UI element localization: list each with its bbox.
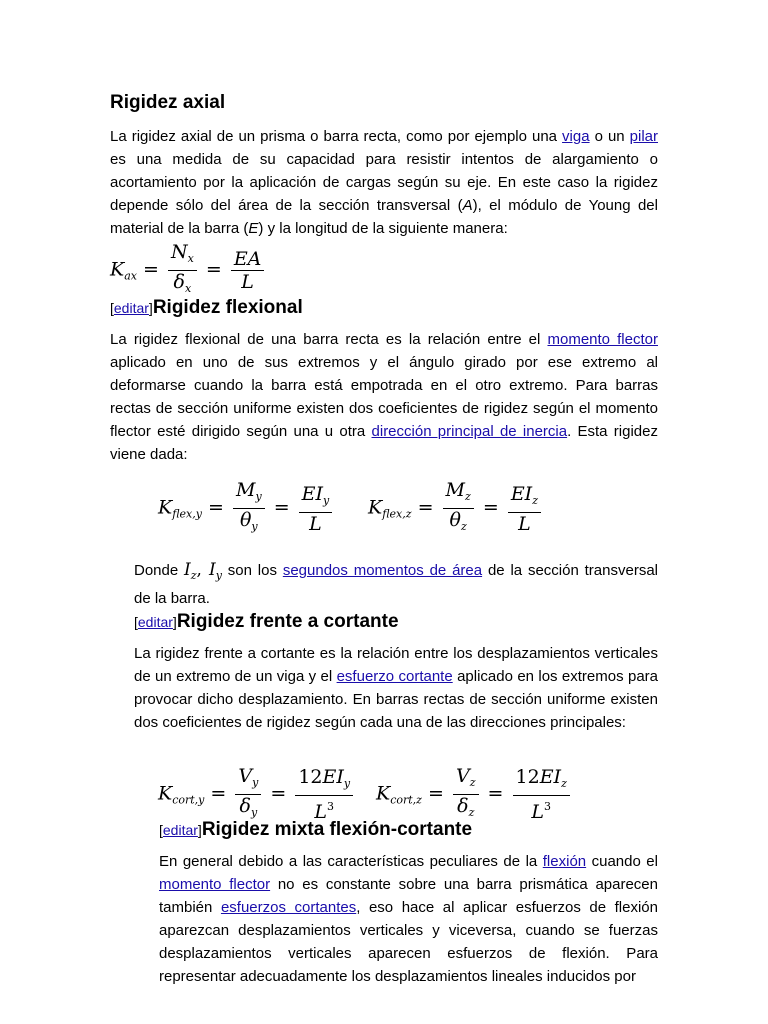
inline-link[interactable]: flexión [542, 853, 587, 870]
section-paragraph: La rigidez flexional de una barra recta es la relación entre el momento flector aplicado en uno de sus extremos y el ángulo girado por ese extremo al deformarse cuando la barra está empotrada en el otro extremo. Para barras rectas de sección uniforme existen dos coeficientes de rigidez según el momento flector esté dirigido según una u otra dirección principal de inercia. Esta rigidez viene dada: [110, 331, 658, 463]
inline-link[interactable]: esfuerzos cortantes [220, 899, 357, 916]
inline-link[interactable]: momento flector [547, 331, 658, 348]
inline-link[interactable]: dirección principal de inercia [371, 423, 568, 440]
inline-link[interactable]: esfuerzo cortante [336, 668, 453, 685]
inline-math: $I_z$, $I_y$ [184, 560, 222, 582]
formula-axial: $K_{ax}$ = $\frac{N_x}{\delta_x}$ = $\frac{EA}{L}$ [110, 242, 267, 299]
section-paragraph: En general debido a las características peculiares de la flexión cuando el momento flector no es constante sobre una barra prismática aparecen también esfuerzos cortantes, eso hace al aplicar esfuerzos de flexión aparezcan desplazamientos verticales y viceversa, cuando se fuerzas desplazamientos verticales aparecen esfuerzos de flexión. Para representar adecuadamente los desplazamientos lineales inducidos por [159, 853, 658, 985]
section-rigidez-axial [110, 91, 658, 240]
section-paragraph: La rigidez axial de un prisma o barra recta, como por ejemplo una viga o un pilar es una medida de su capacidad para resistir intentos de alargamiento o acortamiento por la aplicación de cargas según su eje. En este caso la rigidez depende sólo del área de la sección transversal (A), el módulo de Young del material de la barra (E) y la longitud de la siguiente manera: [110, 128, 658, 237]
section-paragraph: La rigidez frente a cortante es la relación entre los desplazamientos verticales de un extremo de un viga y el esfuerzo cortante aplicado en los extremos para provocar dicho desplazamiento. En barras rectas de sección uniforme existen dos coeficientes de rigidez según cada una de las direcciones principales: [134, 645, 658, 731]
inline-link[interactable]: segundos momentos de área [282, 562, 483, 579]
section-heading: Rigidez flexional [152, 297, 303, 318]
formula-flex-z: $K_{flex,z}$ = $\frac{M_z}{\theta_z}$ = $\frac{EI_z}{L}$ [368, 480, 544, 537]
formula-cort-z: $K_{cort,z}$ = $\frac{V_z}{\delta_z}$ = $\frac{12EI_z}{L^3}$ [376, 766, 573, 823]
section-heading: Rigidez axial [110, 92, 226, 113]
edit-link[interactable]: editar [113, 300, 149, 316]
inline-link[interactable]: pilar [629, 128, 658, 145]
section-heading: Rigidez frente a cortante [176, 611, 399, 632]
section-paragraph: Donde $I_z$, $I_y$ son los segundos momentos de área de la sección transversal de la barra. [134, 560, 659, 607]
emphasis: E [248, 220, 259, 237]
formula-cort-y: $K_{cort,y}$ = $\frac{V_y}{\delta_y}$ = $\frac{12EI_y}{L^3}$ [158, 766, 356, 823]
section-donde [134, 559, 658, 610]
inline-link[interactable]: momento flector [159, 876, 271, 893]
emphasis: A [462, 197, 473, 214]
edit-link[interactable]: editar [162, 822, 198, 838]
section-rigidez-cortante: [editar]Rigidez frente a cortante La rigidez frente a cortante es la relación entre los desplazamientos verticales de un extremo de un viga y el esfuerzo cortante aplicado en los extremos para provocar dicho desplazamiento. En barras rectas de sección uniforme existen dos coeficientes de rigidez según cada una de las direcciones principales: [134, 610, 658, 734]
formula-flex-y: $K_{flex,y}$ = $\frac{M_y}{\theta_y}$ = $\frac{EI_y}{L}$ [158, 480, 335, 537]
section-rigidez-mixta: [editar]Rigidez mixta flexión-cortante En general debido a las características peculiares de la flexión cuando el momento flector no es constante sobre una barra prismática aparecen también esfuerzos cortantes, eso hace al aplicar esfuerzos de flexión aparezcan desplazamientos verticales y viceversa, cuando se fuerzas desplazamientos verticales aparecen esfuerzos de flexión. Para representar adecuadamente los desplazamientos lineales inducidos por [159, 818, 658, 988]
inline-link[interactable]: viga [562, 128, 590, 145]
section-heading: Rigidez mixta flexión-cortante [201, 819, 473, 840]
section-rigidez-flexional: [editar]Rigidez flexional La rigidez flexional de una barra recta es la relación entre el momento flector aplicado en uno de sus extremos y el ángulo girado por ese extremo al deformarse cuando la barra está empotrada en el otro extremo. Para barras rectas de sección uniforme existen dos coeficientes de rigidez según el momento flector esté dirigido según una u otra dirección principal de inercia. Esta rigidez viene dada: [110, 296, 658, 466]
edit-link[interactable]: editar [137, 614, 173, 630]
